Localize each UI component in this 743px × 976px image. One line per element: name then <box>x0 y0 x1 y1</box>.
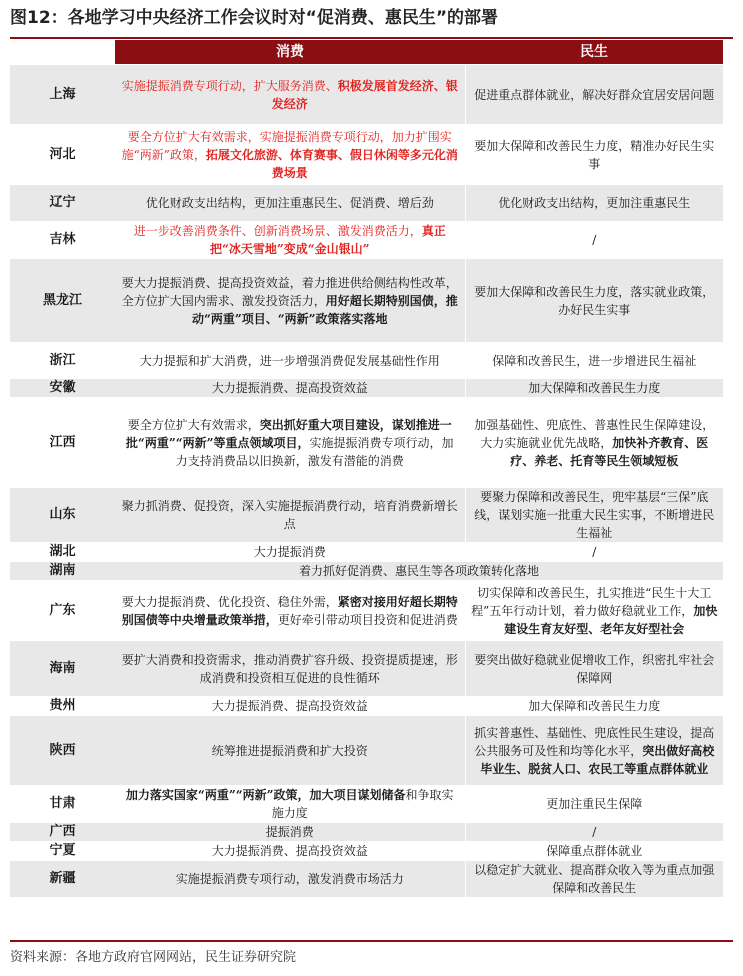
province-cell: 浙江 <box>10 343 115 379</box>
consume-cell <box>115 861 465 898</box>
text-segment: 加快补齐教育、医疗、养老、托育等民生领域短板 <box>510 435 709 468</box>
text-segment: 大力提振和扩大消费，进一步增强消费促发展基础性作用 <box>139 353 440 368</box>
province-cell: 吉林 <box>10 222 115 259</box>
livelihood-cell <box>465 65 723 125</box>
consume-cell <box>115 697 465 716</box>
livelihood-cell <box>465 222 723 259</box>
merged-cell <box>115 562 723 581</box>
table-header-row <box>10 40 723 65</box>
table-row <box>10 581 723 641</box>
text-segment: 聚力抓消费、促投资，深入实施提振消费行动，培育消费新增长点 <box>121 499 458 531</box>
table-row <box>10 398 723 488</box>
text-segment: 要大力提振消费、提高投资效益，着力推进供给侧结构性改革，全方位扩大国内需求、激发投资活力， <box>121 275 458 308</box>
consume-cell <box>115 543 465 562</box>
province-cell: 新疆 <box>10 861 115 898</box>
text-segment: 更加注重民生保障 <box>546 797 643 811</box>
text-segment: 积极发展首发经济、银发经济 <box>271 78 458 111</box>
text-segment: 优化财政支出结构，更加注重惠民生 <box>498 196 691 210</box>
table-row <box>10 185 723 222</box>
text-segment: 加力落实国家“两重”“两新”政策，加大项目谋划储备 <box>125 788 406 802</box>
text-segment: 突出抓好重大项目建设，谋划推进一批“两重”“两新”等重点领域项目， <box>125 417 452 450</box>
figure-title: 图12：各地学习中央经济工作会议时对“促消费、惠民生”的部署 <box>10 8 499 28</box>
province-cell: 辽宁 <box>10 185 115 222</box>
livelihood-cell <box>465 641 723 697</box>
consume-cell <box>115 125 465 185</box>
table-row <box>10 343 723 379</box>
livelihood-cell <box>465 488 723 543</box>
province-cell: 山东 <box>10 488 115 543</box>
consume-cell <box>115 65 465 125</box>
text-segment: 加快建设生育友好型、老年友好型社会 <box>504 603 718 636</box>
text-segment: 要大力提振消费、优化投资、稳住外需， <box>121 594 338 609</box>
text-segment: 要加大保障和改善民生力度，精准办好民生实事 <box>474 138 715 171</box>
province-cell: 贵州 <box>10 697 115 716</box>
text-segment: 着力抓好促消费、惠民生等各项政策转化落地 <box>298 564 539 578</box>
text-segment: 要加大保障和改善民生力度，落实就业政策，办好民生实事 <box>474 284 715 317</box>
text-segment: 拓展文化旅游、体育赛事、假日休闲等多元化消费场景 <box>205 147 458 180</box>
text-segment: 要全方位扩大有效需求，实施提振消费专项行动，加力扩围实施“两新”政策， <box>121 129 452 162</box>
text-segment: 实施提振消费专项行动，加力支持消费品以旧换新，激发有潜能的消费 <box>175 435 454 468</box>
livelihood-cell <box>465 786 723 823</box>
text-segment: 大力提振消费 <box>253 545 326 559</box>
province-cell: 湖北 <box>10 543 115 562</box>
table-row <box>10 65 723 125</box>
province-cell: 河北 <box>10 125 115 185</box>
text-segment: 紧密对接用好超长期特别国债等中央增量政策举措， <box>121 594 458 627</box>
text-segment: 更好牵引带动项目投资和促进消费 <box>277 612 458 627</box>
text-segment: 切实保障和改善民生，扎实推进“民生十大工程”五年行动计划，着力做好稳就业工作， <box>471 585 712 618</box>
text-segment: 提振消费 <box>265 825 314 839</box>
livelihood-cell <box>465 343 723 379</box>
table-row <box>10 842 723 861</box>
text-segment: 要突出做好稳就业促增收工作，织密扎牢社会保障网 <box>474 652 715 685</box>
consume-cell <box>115 488 465 543</box>
province-cell: 黑龙江 <box>10 259 115 343</box>
livelihood-cell <box>465 697 723 716</box>
text-segment: 大力提振消费、提高投资效益 <box>211 381 368 395</box>
text-segment: 要全方位扩大有效需求， <box>127 417 260 432</box>
province-cell: 湖南 <box>10 562 115 581</box>
text-segment: 优化财政支出结构，更加注重惠民生、促消费、增后劲 <box>145 196 434 210</box>
table-body <box>10 65 723 898</box>
text-segment: 真正把“冰天雪地”变成“金山银山” <box>209 224 446 256</box>
text-segment: 以稳定扩大就业、提高群众收入等为重点加强保障和改善民生 <box>474 863 715 895</box>
livelihood-cell <box>465 125 723 185</box>
table-row <box>10 125 723 185</box>
consume-cell <box>115 343 465 379</box>
livelihood-cell <box>465 581 723 641</box>
text-segment: 用好超长期特别国债，推动“两重”项目、“两新”政策落实落地 <box>191 293 458 326</box>
consume-cell <box>115 641 465 697</box>
consume-cell <box>115 185 465 222</box>
text-segment: 加大保障和改善民生力度 <box>528 699 661 713</box>
text-segment: 抓实普惠性、基础性、兜底性民生建设，提高公共服务可及性和均等化水平， <box>474 725 715 758</box>
province-cell: 海南 <box>10 641 115 697</box>
text-segment: 统筹推进提振消费和扩大投资 <box>211 743 368 758</box>
livelihood-cell <box>465 823 723 842</box>
text-segment: / <box>592 545 597 559</box>
text-segment: 加大保障和改善民生力度 <box>528 381 661 395</box>
consume-cell <box>115 842 465 861</box>
consume-cell <box>115 823 465 842</box>
consume-cell <box>115 716 465 786</box>
province-cell: 甘肃 <box>10 786 115 823</box>
policy-table <box>10 40 723 898</box>
text-segment: 突出做好高校毕业生、脱贫人口、农民工等重点群体就业 <box>480 743 715 776</box>
table-row <box>10 562 723 581</box>
province-cell: 江西 <box>10 398 115 488</box>
header-livelihood: 民生 <box>465 40 723 65</box>
text-segment: / <box>592 233 597 247</box>
province-cell: 上海 <box>10 65 115 125</box>
header-corner <box>10 40 115 65</box>
livelihood-cell <box>465 398 723 488</box>
source-note: 资料来源：各地方政府官网网站，民生证券研究院 <box>10 940 733 965</box>
title-rule <box>10 37 733 39</box>
consume-cell <box>115 222 465 259</box>
text-segment: 加强基础性、兜底性、普惠性民生保障建设，大力实施就业优先战略， <box>474 417 715 450</box>
table-row <box>10 786 723 823</box>
consume-cell <box>115 581 465 641</box>
livelihood-cell <box>465 842 723 861</box>
table-row <box>10 641 723 697</box>
text-segment: 要扩大消费和投资需求，推动消费扩容升级、投资提质提速，形成消费和投资相互促进的良性循环 <box>121 652 458 685</box>
livelihood-cell <box>465 861 723 898</box>
text-segment: 和争取实施力度 <box>271 788 454 820</box>
text-segment: 保障和改善民生，进一步增进民生福祉 <box>492 353 697 368</box>
text-segment: 进一步改善消费条件、创新消费场景、激发消费活力， <box>133 224 422 238</box>
table-row <box>10 543 723 562</box>
table-row <box>10 488 723 543</box>
province-cell: 安徽 <box>10 379 115 398</box>
text-segment: 要聚力保障和改善民生，兜牢基层“三保”底线，谋划实施一批重大民生实事，不断增进民生福祉 <box>474 490 715 540</box>
livelihood-cell <box>465 185 723 222</box>
livelihood-cell <box>465 259 723 343</box>
table-row <box>10 259 723 343</box>
livelihood-cell <box>465 379 723 398</box>
table-row <box>10 716 723 786</box>
table-row <box>10 861 723 898</box>
text-segment: 促进重点群体就业，解决好群众宜居安居问题 <box>474 87 715 102</box>
province-cell: 广东 <box>10 581 115 641</box>
text-segment: 实施提振消费专项行动，扩大服务消费、 <box>121 78 338 93</box>
consume-cell <box>115 786 465 823</box>
livelihood-cell <box>465 543 723 562</box>
province-cell: 陕西 <box>10 716 115 786</box>
table-row <box>10 379 723 398</box>
header-consume: 消费 <box>115 40 465 65</box>
consume-cell <box>115 259 465 343</box>
table-row <box>10 823 723 842</box>
province-cell: 宁夏 <box>10 842 115 861</box>
consume-cell <box>115 398 465 488</box>
text-segment: / <box>592 825 597 839</box>
consume-cell <box>115 379 465 398</box>
text-segment: 实施提振消费专项行动，激发消费市场活力 <box>175 872 404 886</box>
text-segment: 保障重点群体就业 <box>546 844 643 858</box>
province-cell: 广西 <box>10 823 115 842</box>
livelihood-cell <box>465 716 723 786</box>
table-row <box>10 222 723 259</box>
text-segment: 大力提振消费、提高投资效益 <box>211 844 368 858</box>
text-segment: 大力提振消费、提高投资效益 <box>211 699 368 713</box>
table-row <box>10 697 723 716</box>
